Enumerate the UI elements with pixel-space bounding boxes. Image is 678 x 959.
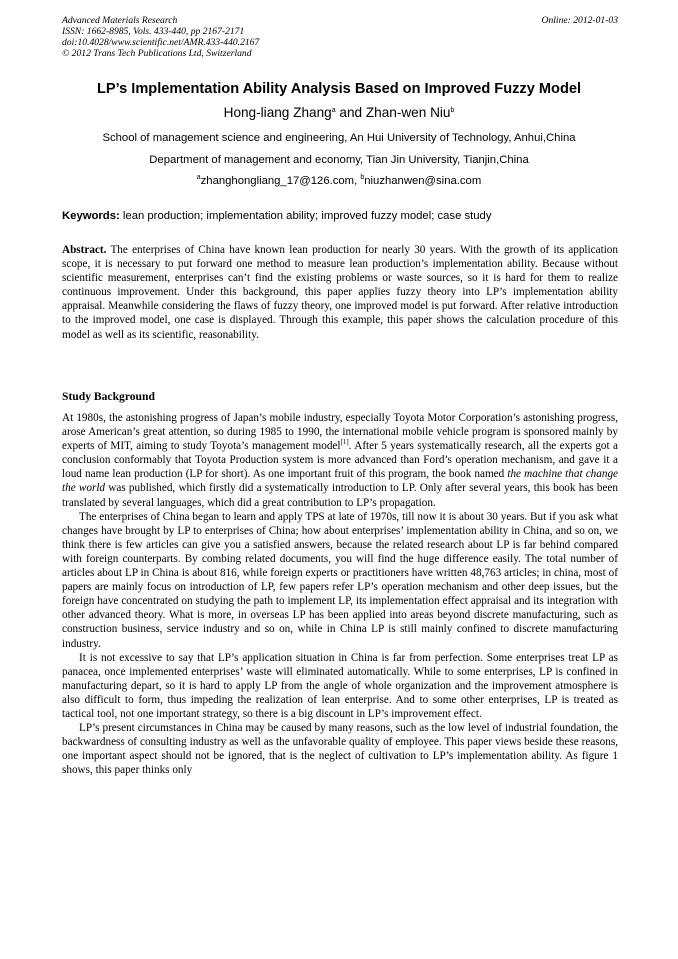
keywords xyxy=(62,209,618,223)
paper-title: LP’s Implementation Ability Analysis Based on Improved Fuzzy Model xyxy=(96,81,582,97)
copyright-line: © 2012 Trans Tech Publications Ltd, Switzerland xyxy=(62,48,252,59)
running-header xyxy=(62,15,618,59)
author-superscript: b xyxy=(450,107,455,114)
publication-info xyxy=(62,15,618,59)
abstract-text: The enterprises of China have known lean production for nearly 30 years. With the growth of its application scope, it is necessary to put forward one method to measure lean production’s implementation ability. Because without scientific measurement, enterprises can’t find the existing problems or waste sources, so it is hard for them to realize continuous improvement. Under this background, this paper applies fuzzy theory into LP’s implementation ability appraisal. Meanwhile considering the flaws of fuzzy theory, one improved model is put forward. After relative introduction to the improved model, one case is displayed. Through this example, this paper shows the calculation procedure of this model as well as its scientific, reasonability. xyxy=(62,244,618,341)
doi-line: doi:10.4028/www.scientific.net/AMR.433-440.2167 xyxy=(62,37,260,48)
email-superscript: a xyxy=(196,174,201,181)
affiliation-2: Department of management and economy, Tian Jin University, Tianjin,China xyxy=(149,154,529,166)
author-emails xyxy=(0,174,678,188)
paragraph: The enterprises of China began to learn and apply TPS at late of 1970s, till now it is about 30 years. But if you ask what changes have brought by LP to enterprises of China; how about enterprises’ implementation ability in China, and so on, we think there is few articles can give you a satisfied answers, because the related research about LP is far behind compared with foreign counterparts. By combing related documents, you will find the huge difference easily. The total number of articles about LP in China is about 816, while foreign experts or practitioners have written 48,763 articles; in china, most of papers are mainly focus on introduction of LP, few papers refer LP’s operation mechanism and other deep issues, but the foreign have concentrated on studying the path to implement LP, its implementation effect appraisal and its integration with other advanced theory. What is more, in overseas LP has been applied into areas beyond discrete manufacturing, such as construction business, service industry and so on, while in China LP is still mainly confined to discrete manufacturing industry. xyxy=(62,510,618,650)
paragraph xyxy=(62,411,618,510)
email-superscript: b xyxy=(360,174,365,181)
affiliation-1: School of management science and engineering, An Hui University of Technology, Anhui,China xyxy=(102,132,576,144)
keywords-text: lean production; implementation ability; improved fuzzy model; case study xyxy=(119,210,492,222)
author-separator: and xyxy=(335,105,366,120)
section-heading: Study Background xyxy=(62,390,155,403)
book-title: the machine that change the world xyxy=(62,468,618,495)
author-name: Zhan-wen Niu xyxy=(365,105,451,120)
abstract xyxy=(62,243,618,342)
author-name: Hong-liang Zhang xyxy=(223,105,332,120)
paragraph: It is not excessive to say that LP’s application situation in China is far from perfection. Some enterprises treat LP as panacea, once implemented enterprises’ waste will eliminated automatically. While to some enterprises, LP is confined in manufacturing depart, so it is hard to apply LP from the angle of whole organization and the improvement atmosphere is also difficult to form, thus impeding the realization of lean enterprise. And to some other enterprises, LP is treated as tactical tool, not one important strategy, so there is a big discount in LP’s improvement effect. xyxy=(62,651,618,720)
abstract-label: Abstract. xyxy=(62,244,107,256)
paragraph-text: . After 5 years systematically research, all the experts got a conclusion conformably that Toyota Production system is more advanced than Ford’s operation mechanism, and gave it a loud name lean production (LP for short). As one important fruit of this program, the book named xyxy=(62,440,618,481)
paragraph-text: was published, which firstly did a systematically introduction to LP. Only after several years, this book has been translated by several languages, which did a great contribution to LP’s propagation. xyxy=(62,482,618,509)
paragraph-text: At 1980s, the astonishing progress of Japan’s mobile industry, especially Toyota Motor Corporation’s astonishing progress, arose American’s great attention, so during 1985 to 1990, the international mobile vehicle program is sponsored mainly by experts of MIT, aiming to study Toyota’s management model xyxy=(62,412,618,453)
issn-line: ISSN: 1662-8985, Vols. 433-440, pp 2167-2171 xyxy=(62,26,245,37)
section-body xyxy=(62,411,618,777)
author-line xyxy=(0,104,678,122)
keywords-label: Keywords: xyxy=(62,210,120,222)
citation-marker: [1] xyxy=(340,438,349,447)
paragraph: LP’s present circumstances in China may be caused by many reasons, such as the low level of industrial foundation, the backwardness of consulting industry as well as the unfavorable quality of employee. This paper views beside these reasons, one important aspect should not be ignored, that is the neglect of cultivation to LP’s implementation ability. As figure 1 shows, this paper thinks only xyxy=(62,722,618,777)
author-superscript: a xyxy=(331,107,336,114)
email-address: niuzhanwen@sina.com xyxy=(364,175,482,187)
journal-name: Advanced Materials Research xyxy=(62,15,178,26)
online-date: Online: 2012-01-03 xyxy=(541,15,618,26)
email-address: zhanghongliang_17@126.com, xyxy=(200,175,361,187)
